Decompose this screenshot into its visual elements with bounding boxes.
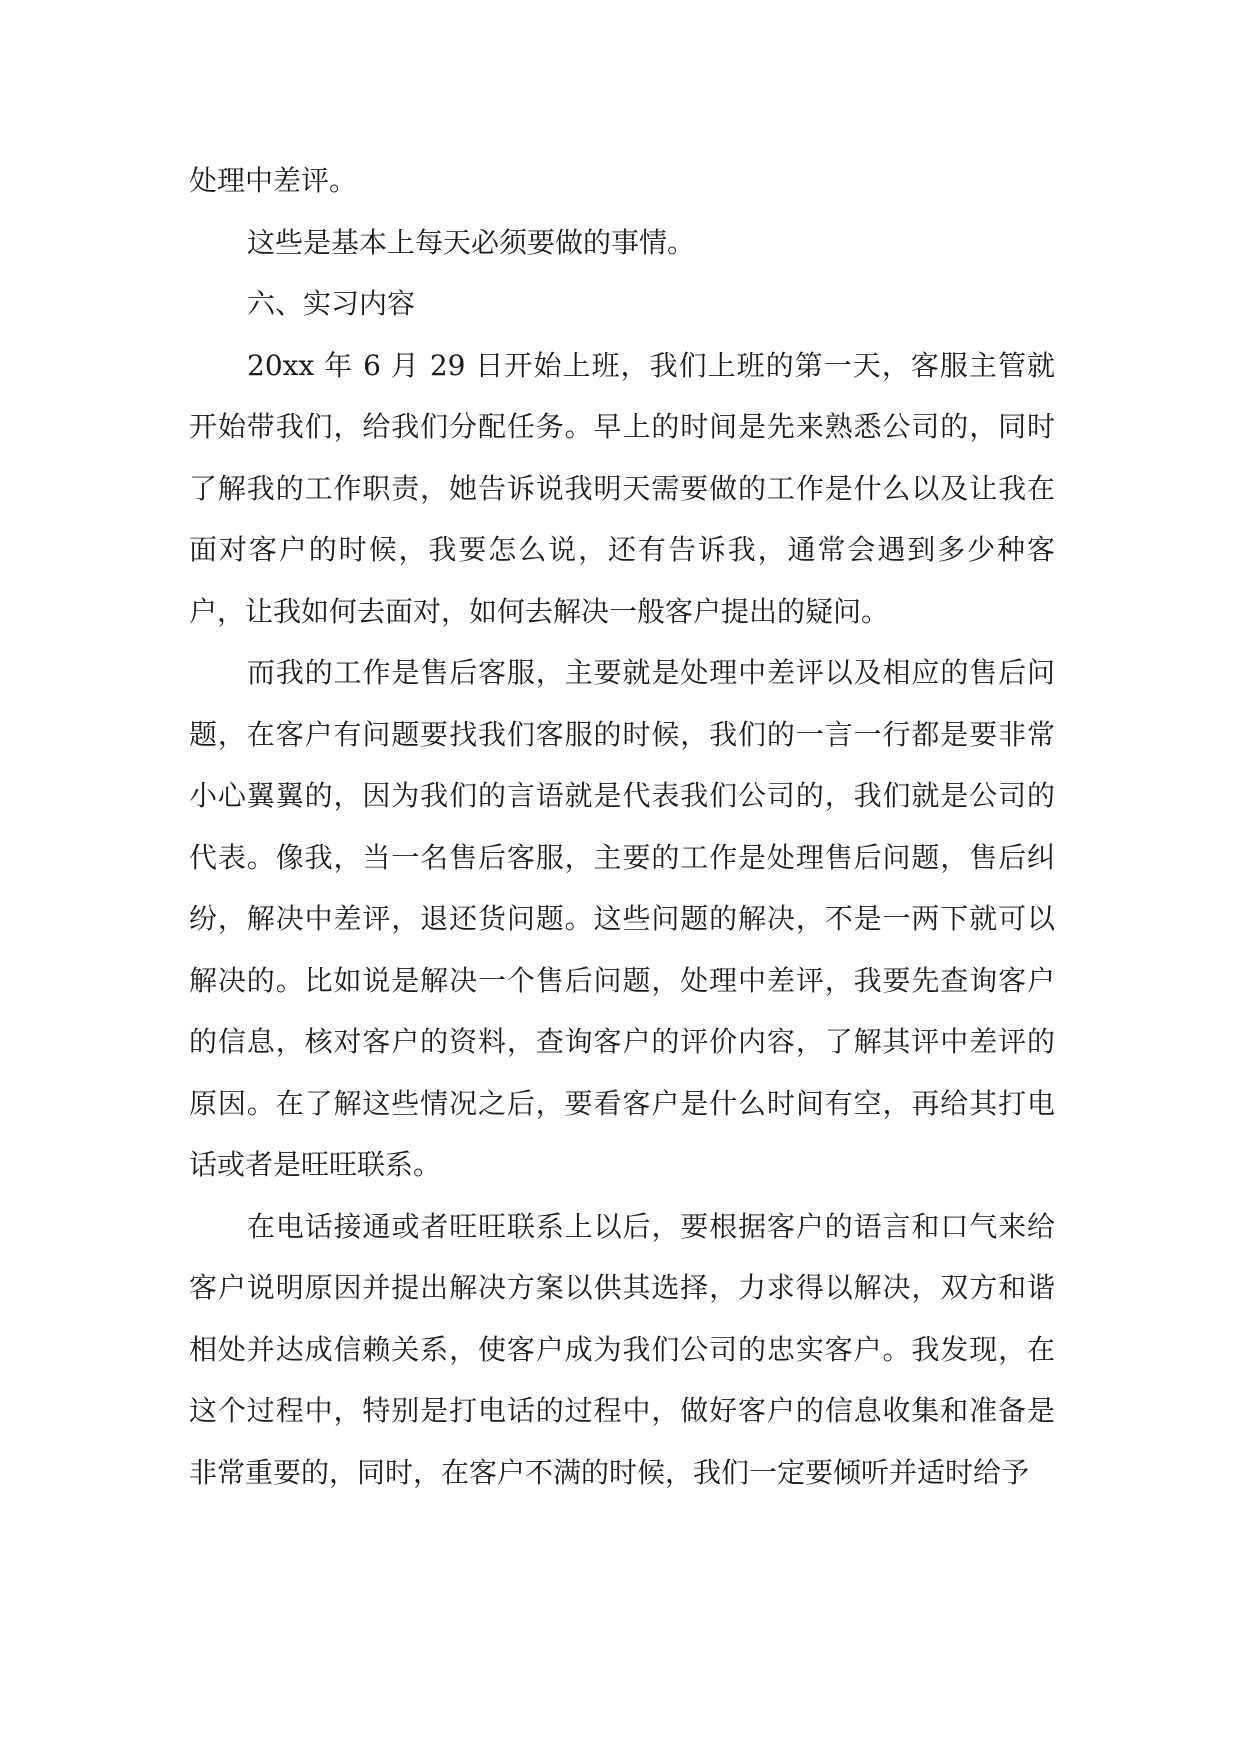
paragraph-after-sales-role: 而我的工作是售后客服，主要就是处理中差评以及相应的售后问题，在客户有问题要找我们客服的时候，我们的一言一行都是要非常小心翼翼的，因为我们的言语就是代表我们公司的，我们就是公司的代表。像我，当一名售后客服，主要的工作是处理售后问题，售后纠纷，解决中差评，退还货问题。这些问题的解决，不是一两下就可以解决的。比如说是解决一个售后问题，处理中差评，我要先查询客户的信息，核对客户的资料，查询客户的评价内容，了解其评中差评的原因。在了解这些情况之后，要看客户是什么时间有空，再给其打电话或者是旺旺联系。 xyxy=(189,656,1055,1181)
paragraph-customer-contact: 在电话接通或者旺旺联系上以后，要根据客户的语言和口气来给客户说明原因并提出解决方案以供其选择，力求得以解决，双方和谐相处并达成信赖关系，使客户成为我们公司的忠实客户。我发现，在这个过程中，特别是打电话的过程中，做好客户的信息收集和准备是非常重要的，同时，在客户不满的时候，我们一定要倾听并适时给予 xyxy=(189,1209,1055,1489)
paragraph-daily-tasks: 这些是基本上每天必须要做的事情。 xyxy=(247,225,696,259)
document-body xyxy=(189,150,1055,1503)
section-heading-internship-content: 六、实习内容 xyxy=(247,287,416,320)
paragraph-continuation: 处理中差评。 xyxy=(189,164,358,197)
paragraph-first-day: 20xx 年 6 月 29 日开始上班，我们上班的第一天，客服主管就开始带我们，给我们分配任务。早上的时间是先来熟悉公司的，同时了解我的工作职责，她告诉说我明天需要做的工作是什么以及让我在面对客户的时候，我要怎么说，还有告诉我，通常会遇到多少种客户，让我如何去面对，如何去解决一般客户提出的疑问。 xyxy=(189,348,1055,628)
